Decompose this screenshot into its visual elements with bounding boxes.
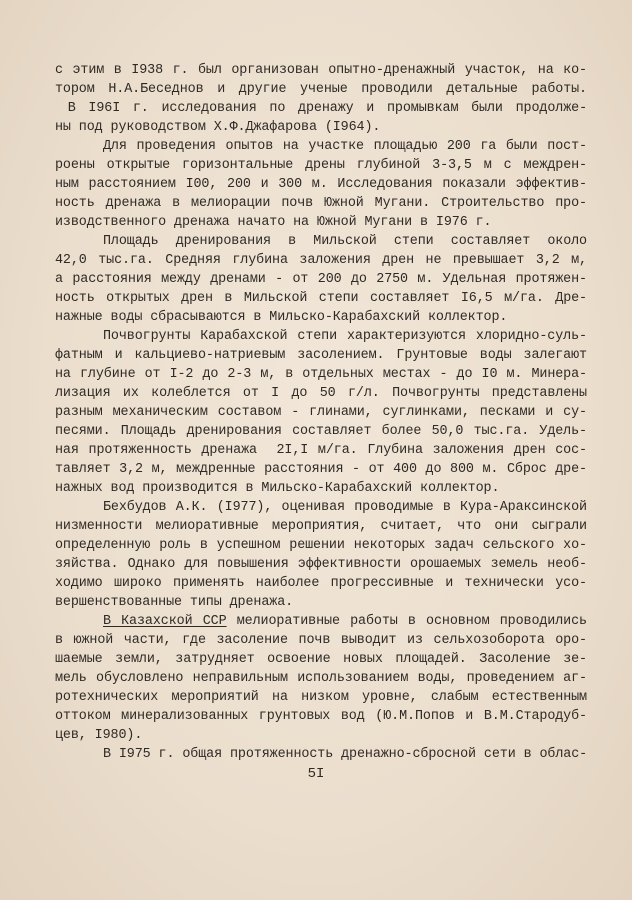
text-line: цев, I980).	[55, 728, 143, 743]
text-line: разным механическим составом - глинами, суглинками, песками и су-	[55, 405, 587, 420]
text-line: тавляет 3,2 м, междренные расстояния - от 400 до 800 м. Сброс дре-	[55, 462, 587, 477]
text-line: фатным и кальциево-натриевым засолением. Грунтовые воды залегают	[55, 348, 587, 363]
text-line	[55, 612, 587, 631]
text-line: ная протяженность дренажа 2I,I м/га. Глубина заложения дрен сос-	[55, 443, 587, 458]
text-line-rest: мелиоративные работы в основном проводились	[226, 614, 587, 629]
underlined-heading: В Казахской ССР	[103, 614, 227, 629]
text-line: В I96I г. исследования по дренажу и промывкам были продолже-	[55, 101, 587, 116]
text-line: оттоком минерализованных грунтовых вод (Ю.М.Попов и В.М.Стародуб-	[55, 709, 587, 724]
text-line: вершенствованные типы дренажа.	[55, 595, 294, 610]
page-number: 5I	[307, 766, 325, 782]
text-line: низменности мелиоративные мероприятия, считает, что они сыграли	[55, 519, 587, 534]
text-line: на глубине от I-2 до 2-3 м, в отдельных местах - до I0 м. Минера-	[55, 367, 587, 382]
text-line: роены открытые горизонтальные дрены глубиной 3-3,5 м с междрен-	[55, 158, 587, 173]
text-line: Площадь дренирования в Мильской степи составляет около	[103, 234, 587, 249]
text-line: а расстояния между дренами - от 200 до 2750 м. Удельная протяжен-	[55, 272, 587, 287]
text-line: В I975 г. общая протяженность дренажно-сбросной сети в облас-	[103, 747, 588, 762]
text-line: шаемые земли, затрудняет освоение новых площадей. Засоление зе-	[55, 652, 587, 667]
text-line: мель обусловлено неправильным использованием воды, проведением аг-	[55, 671, 587, 686]
text-line: ность дренажа в мелиорации почв Южной Мугани. Строительство про-	[55, 196, 587, 211]
text-line: определенную роль в успешном решении некоторых задач сельского хо-	[55, 538, 587, 553]
text-line: Для проведения опытов на участке площадью 200 га были пост-	[103, 139, 587, 154]
text-line: ротехнических мероприятий на низком уровне, слабым естественным	[55, 690, 587, 705]
text-line: нажные воды сбрасываются в Мильско-Карабахский коллектор.	[55, 310, 508, 325]
text-line: Почвогрунты Карабахской степи характеризуются хлоридно-суль-	[103, 329, 587, 344]
text-line: изводственного дренажа начато на Южной Мугани в I976 г.	[55, 215, 492, 230]
text-line: ходимо широко применять наиболее прогрессивные и технически усо-	[55, 576, 587, 591]
text-line: с этим в I938 г. был организован опытно-дренажный участок, на ко-	[55, 63, 587, 78]
text-line: нажных вод производится в Мильско-Карабахский коллектор.	[55, 481, 500, 496]
body-text	[55, 61, 587, 764]
text-line: ность открытых дрен в Мильской степи составляет I6,5 м/га. Дре-	[55, 291, 587, 306]
text-line: зяйства. Однако для повышения эффективности орошаемых земель необ-	[55, 557, 587, 572]
text-line: 42,0 тыс.га. Средняя глубина заложения дрен не превышает 3,2 м,	[55, 253, 587, 268]
text-line: лизация их колеблется от I до 50 г/л. Почвогрунты представлены	[55, 386, 587, 401]
text-line: в южной части, где засоление почв выводит из сельхозоборота оро-	[55, 633, 587, 648]
text-line: Бехбудов А.К. (I977), оценивая проводимые в Кура-Араксинской	[103, 500, 587, 515]
text-line: тором Н.А.Беседнов и другие ученые проводили детальные работы.	[55, 82, 587, 97]
text-line: песями. Площадь дренирования составляет более 50,0 тыс.га. Удель-	[55, 424, 587, 439]
text-line: ным расстоянием I00, 200 и 300 м. Исследования показали эффектив-	[55, 177, 587, 192]
text-line: ны под руководством Х.Ф.Джафарова (I964).	[55, 120, 381, 135]
